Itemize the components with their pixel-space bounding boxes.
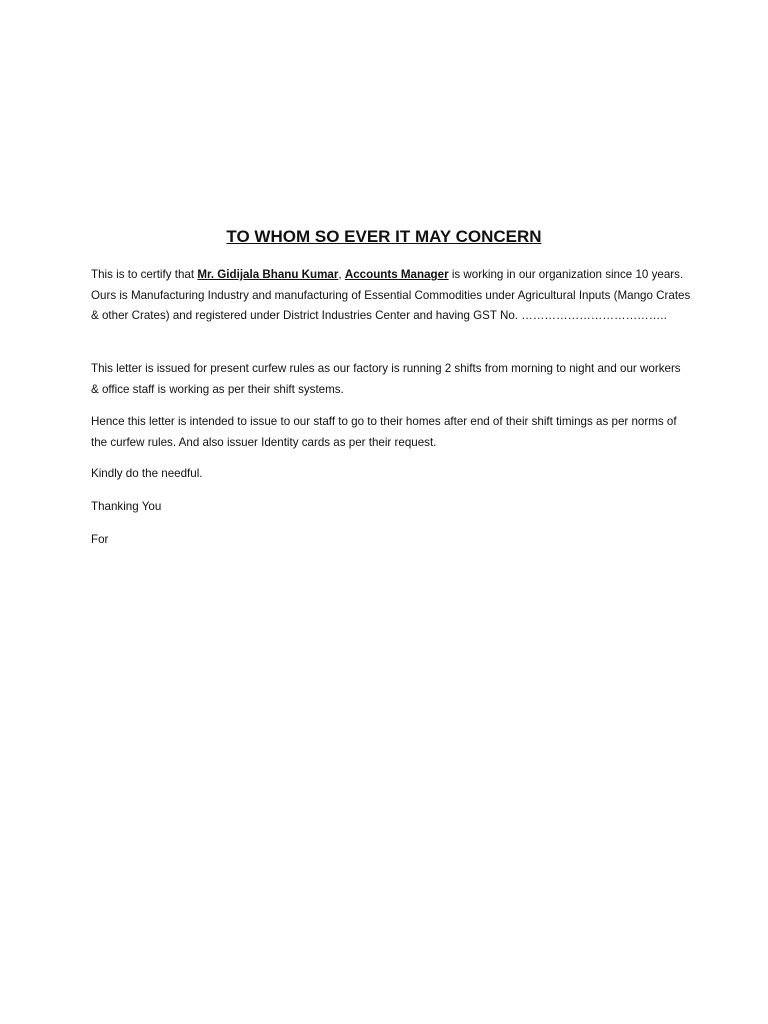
letter-title: TO WHOM SO EVER IT MAY CONCERN (226, 227, 542, 246)
purpose-paragraph: Hence this letter is intended to issue to our staff to go to their homes after end of their shift timings as per norms of the curfew rules. And also issuer Identity cards as per their request. (91, 415, 677, 449)
name-separator: , (338, 268, 345, 281)
closing-for: For (91, 533, 109, 546)
employee-name: Mr. Gidijala Bhanu Kumar (197, 268, 339, 281)
employee-designation: Accounts Manager (344, 268, 449, 281)
certification-paragraph (91, 265, 691, 327)
certification-intro: This is to certify that (91, 268, 198, 281)
certification-details: is working in our organization since 10 years. Ours is Manufacturing Industry and manufacturing of Essential Commodities under Agricultural Inputs (Mango Crates & other Crates) and registered under District Industries Center and having GST No. ……………………………….. (91, 268, 691, 322)
curfew-paragraph: This letter is issued for present curfew rules as our factory is running 2 shifts from morning to night and our workers & office staff is working as per their shift systems. (91, 362, 681, 396)
closing-thanks: Thanking You (91, 500, 162, 513)
closing-request: Kindly do the needful. (91, 467, 203, 480)
